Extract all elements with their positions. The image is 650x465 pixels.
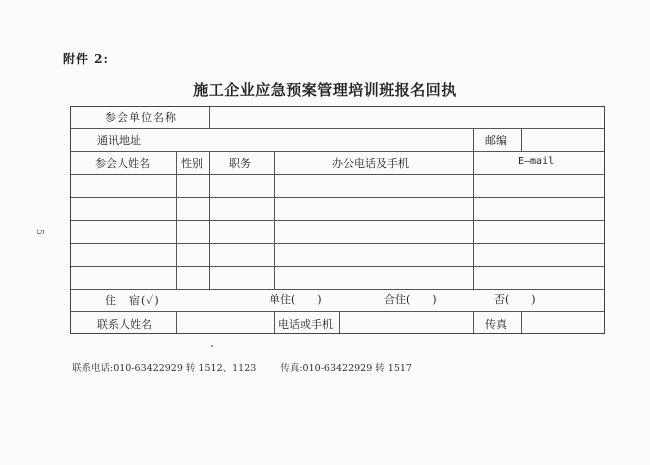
footer-fax: 传真:010-63422929 转 1517 [280,363,412,374]
footer-phone: 联系电话:010-63422929 转 1512、1123 [72,363,257,374]
address-label: 通讯地址 [97,134,141,147]
header-gender: 性别 [181,157,203,170]
col-line [473,311,474,333]
header-office-phone: 办公电话及手机 [332,157,409,170]
col-line [473,128,474,151]
header-email: E—mail [518,156,555,167]
row-line [71,174,604,175]
col-line [209,151,210,289]
lodging-shared-option: 合住( ) [384,293,437,306]
form-title: 施工企业应急预案管理培训班报名回执 [193,81,457,99]
org-name-label: 参会单位名称 [105,111,177,124]
row-line [71,289,604,290]
row-line [71,243,604,244]
page-margin-number: 5 [33,229,44,235]
row-line [71,220,604,221]
lodging-none-option: 否( ) [494,293,536,306]
col-line [176,311,177,333]
contact-phone-label: 电话或手机 [278,318,333,331]
col-line [274,151,275,289]
col-line [339,311,340,333]
contact-name-label: 联系人姓名 [97,318,152,331]
col-line [209,107,210,128]
lodging-single-option: 单住( ) [269,293,322,306]
header-attendee-name: 参会人姓名 [95,157,150,170]
col-line [176,151,177,289]
attachment-label: 附件 2: [63,52,109,66]
postcode-label: 邮编 [485,134,507,147]
footer-contact-info [72,360,412,374]
row-line [71,266,604,267]
registration-form-table [70,106,605,334]
col-line [274,311,275,333]
fax-label: 传真 [485,318,507,331]
col-line [521,311,522,333]
col-line [521,128,522,151]
row-line [71,311,604,312]
scan-speck [211,345,213,347]
lodging-label: 住 宿(✓) [105,294,160,307]
row-line [71,151,604,152]
row-line [71,128,604,129]
header-position: 职务 [229,157,251,170]
col-line [473,151,474,289]
row-line [71,197,604,198]
